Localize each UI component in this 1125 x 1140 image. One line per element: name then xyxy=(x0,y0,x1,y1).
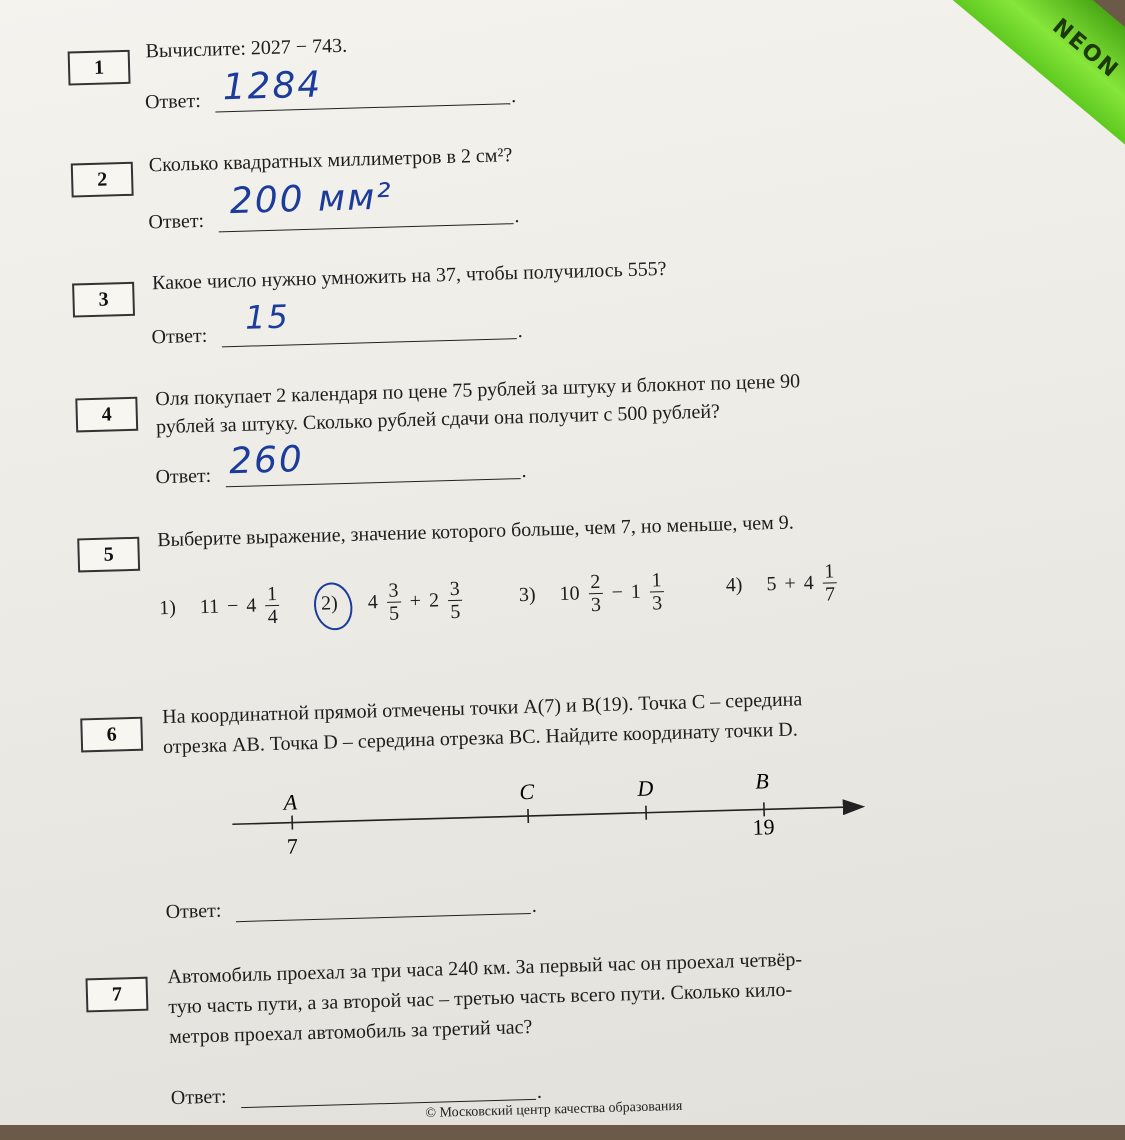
option-fraction-b: $\frac{1}{3}$ xyxy=(649,569,664,614)
answer-dot: . xyxy=(531,895,537,918)
point-label-b: B xyxy=(755,768,769,793)
answer-dot: . xyxy=(514,205,520,228)
option-mixed-whole: 4 xyxy=(803,572,814,595)
option-4[interactable] xyxy=(725,560,838,608)
option-whole-b: 2 xyxy=(429,589,440,612)
answer-6 xyxy=(165,900,221,925)
option-fraction-b: $\frac{3}{5}$ xyxy=(447,578,462,623)
answer-4 xyxy=(155,465,211,490)
answer-label: Ответ: xyxy=(145,90,201,115)
answer-label: Ответ: xyxy=(171,1086,227,1111)
point-value-b: 19 xyxy=(752,814,775,840)
point-value-a: 7 xyxy=(287,833,299,858)
answer-7 xyxy=(171,1086,227,1111)
option-term: 5 xyxy=(766,573,777,596)
question-7-text-line3: метров проехал автомобиль за третий час? xyxy=(169,1013,533,1051)
answer-label: Ответ: xyxy=(165,900,221,925)
answer-line xyxy=(219,223,514,232)
option-whole-b: 1 xyxy=(631,581,642,604)
handwritten-answer-4: 260 xyxy=(229,439,305,482)
question-7-text-line2: тую часть пути, а за второй час – третью часть всего пути. Сколько кило- xyxy=(168,976,793,1021)
option-operator: − xyxy=(611,581,623,604)
option-operator: + xyxy=(784,572,796,595)
option-1[interactable] xyxy=(159,583,281,631)
answer-label: Ответ: xyxy=(155,465,211,490)
handwritten-answer-2: 200 мм² xyxy=(229,177,393,223)
marker-brand-text: NEON xyxy=(1047,14,1109,72)
option-label: 3) xyxy=(519,584,536,607)
question-4-text-line1: Оля покупает 2 календаря по цене 75 рублей за штуку и блокнот по цене 90 xyxy=(155,367,801,413)
point-label-d: D xyxy=(636,775,654,800)
question-2-text: Сколько квадратных миллиметров в 2 см²? xyxy=(148,141,512,179)
question-6-text-line2: отрезка AB. Точка D – середина отрезка BC. Найдите координату точки D. xyxy=(163,715,798,761)
question-2-number: 2 xyxy=(71,162,134,198)
question-6-number: 6 xyxy=(80,717,143,753)
answer-line xyxy=(236,913,531,922)
option-operator: + xyxy=(409,590,421,613)
option-fraction: $\frac{1}{7}$ xyxy=(822,560,837,605)
answer-label: Ответ: xyxy=(151,325,207,350)
option-whole-a: 4 xyxy=(367,591,378,614)
answer-dot: . xyxy=(517,320,523,343)
option-fraction: $\frac{1}{4}$ xyxy=(265,583,280,628)
answer-1 xyxy=(145,90,201,115)
question-7-number: 7 xyxy=(85,977,148,1013)
option-label: 4) xyxy=(725,574,742,597)
question-5-text: Выберите выражение, значение которого больше, чем 7, но меньше, чем 9. xyxy=(157,508,794,554)
option-fraction-a: $\frac{2}{3}$ xyxy=(588,571,603,616)
number-line xyxy=(231,761,883,869)
question-4-number: 4 xyxy=(75,397,138,433)
answer-dot: . xyxy=(511,85,517,108)
answer-line xyxy=(222,338,517,347)
question-5-number: 5 xyxy=(77,537,140,573)
option-operator: − xyxy=(227,595,239,618)
handwritten-answer-1: 1284 xyxy=(222,64,323,108)
option-2[interactable] xyxy=(321,578,464,627)
answer-label: Ответ: xyxy=(148,210,204,235)
answer-3 xyxy=(151,325,207,350)
footer-copyright: © Московский центр качества образования xyxy=(425,1099,682,1122)
question-1-text: Вычислите: 2027 − 743. xyxy=(145,32,347,66)
point-label-c: C xyxy=(519,779,535,804)
option-mixed-whole: 4 xyxy=(246,594,257,617)
answer-dot: . xyxy=(537,1081,543,1104)
option-label: 1) xyxy=(159,597,176,620)
point-label-a: A xyxy=(281,789,298,814)
option-whole-a: 10 xyxy=(559,582,580,606)
answer-dot: . xyxy=(521,460,527,483)
handwritten-answer-3: 15 xyxy=(245,297,291,336)
question-4-text-line2: рублей за штуку. Сколько рублей сдачи она получит с 500 рублей? xyxy=(156,397,721,441)
question-3-number: 3 xyxy=(72,282,135,318)
option-term: 11 xyxy=(200,596,220,620)
question-1-number: 1 xyxy=(68,50,131,86)
question-6-text-line1: На координатной прямой отмечены точки A(7) и B(19). Точка C – середина xyxy=(162,685,803,731)
option-3[interactable] xyxy=(518,569,665,618)
question-3-text: Какое число нужно умножить на 37, чтобы получилось 555? xyxy=(152,255,667,297)
question-7-text-line1: Автомобиль проехал за три часа 240 км. За первый час он проехал четвёр- xyxy=(167,945,802,991)
answer-2 xyxy=(148,210,204,235)
option-label: 2) xyxy=(321,592,338,615)
option-fraction-a: $\frac{3}{5}$ xyxy=(386,579,401,624)
